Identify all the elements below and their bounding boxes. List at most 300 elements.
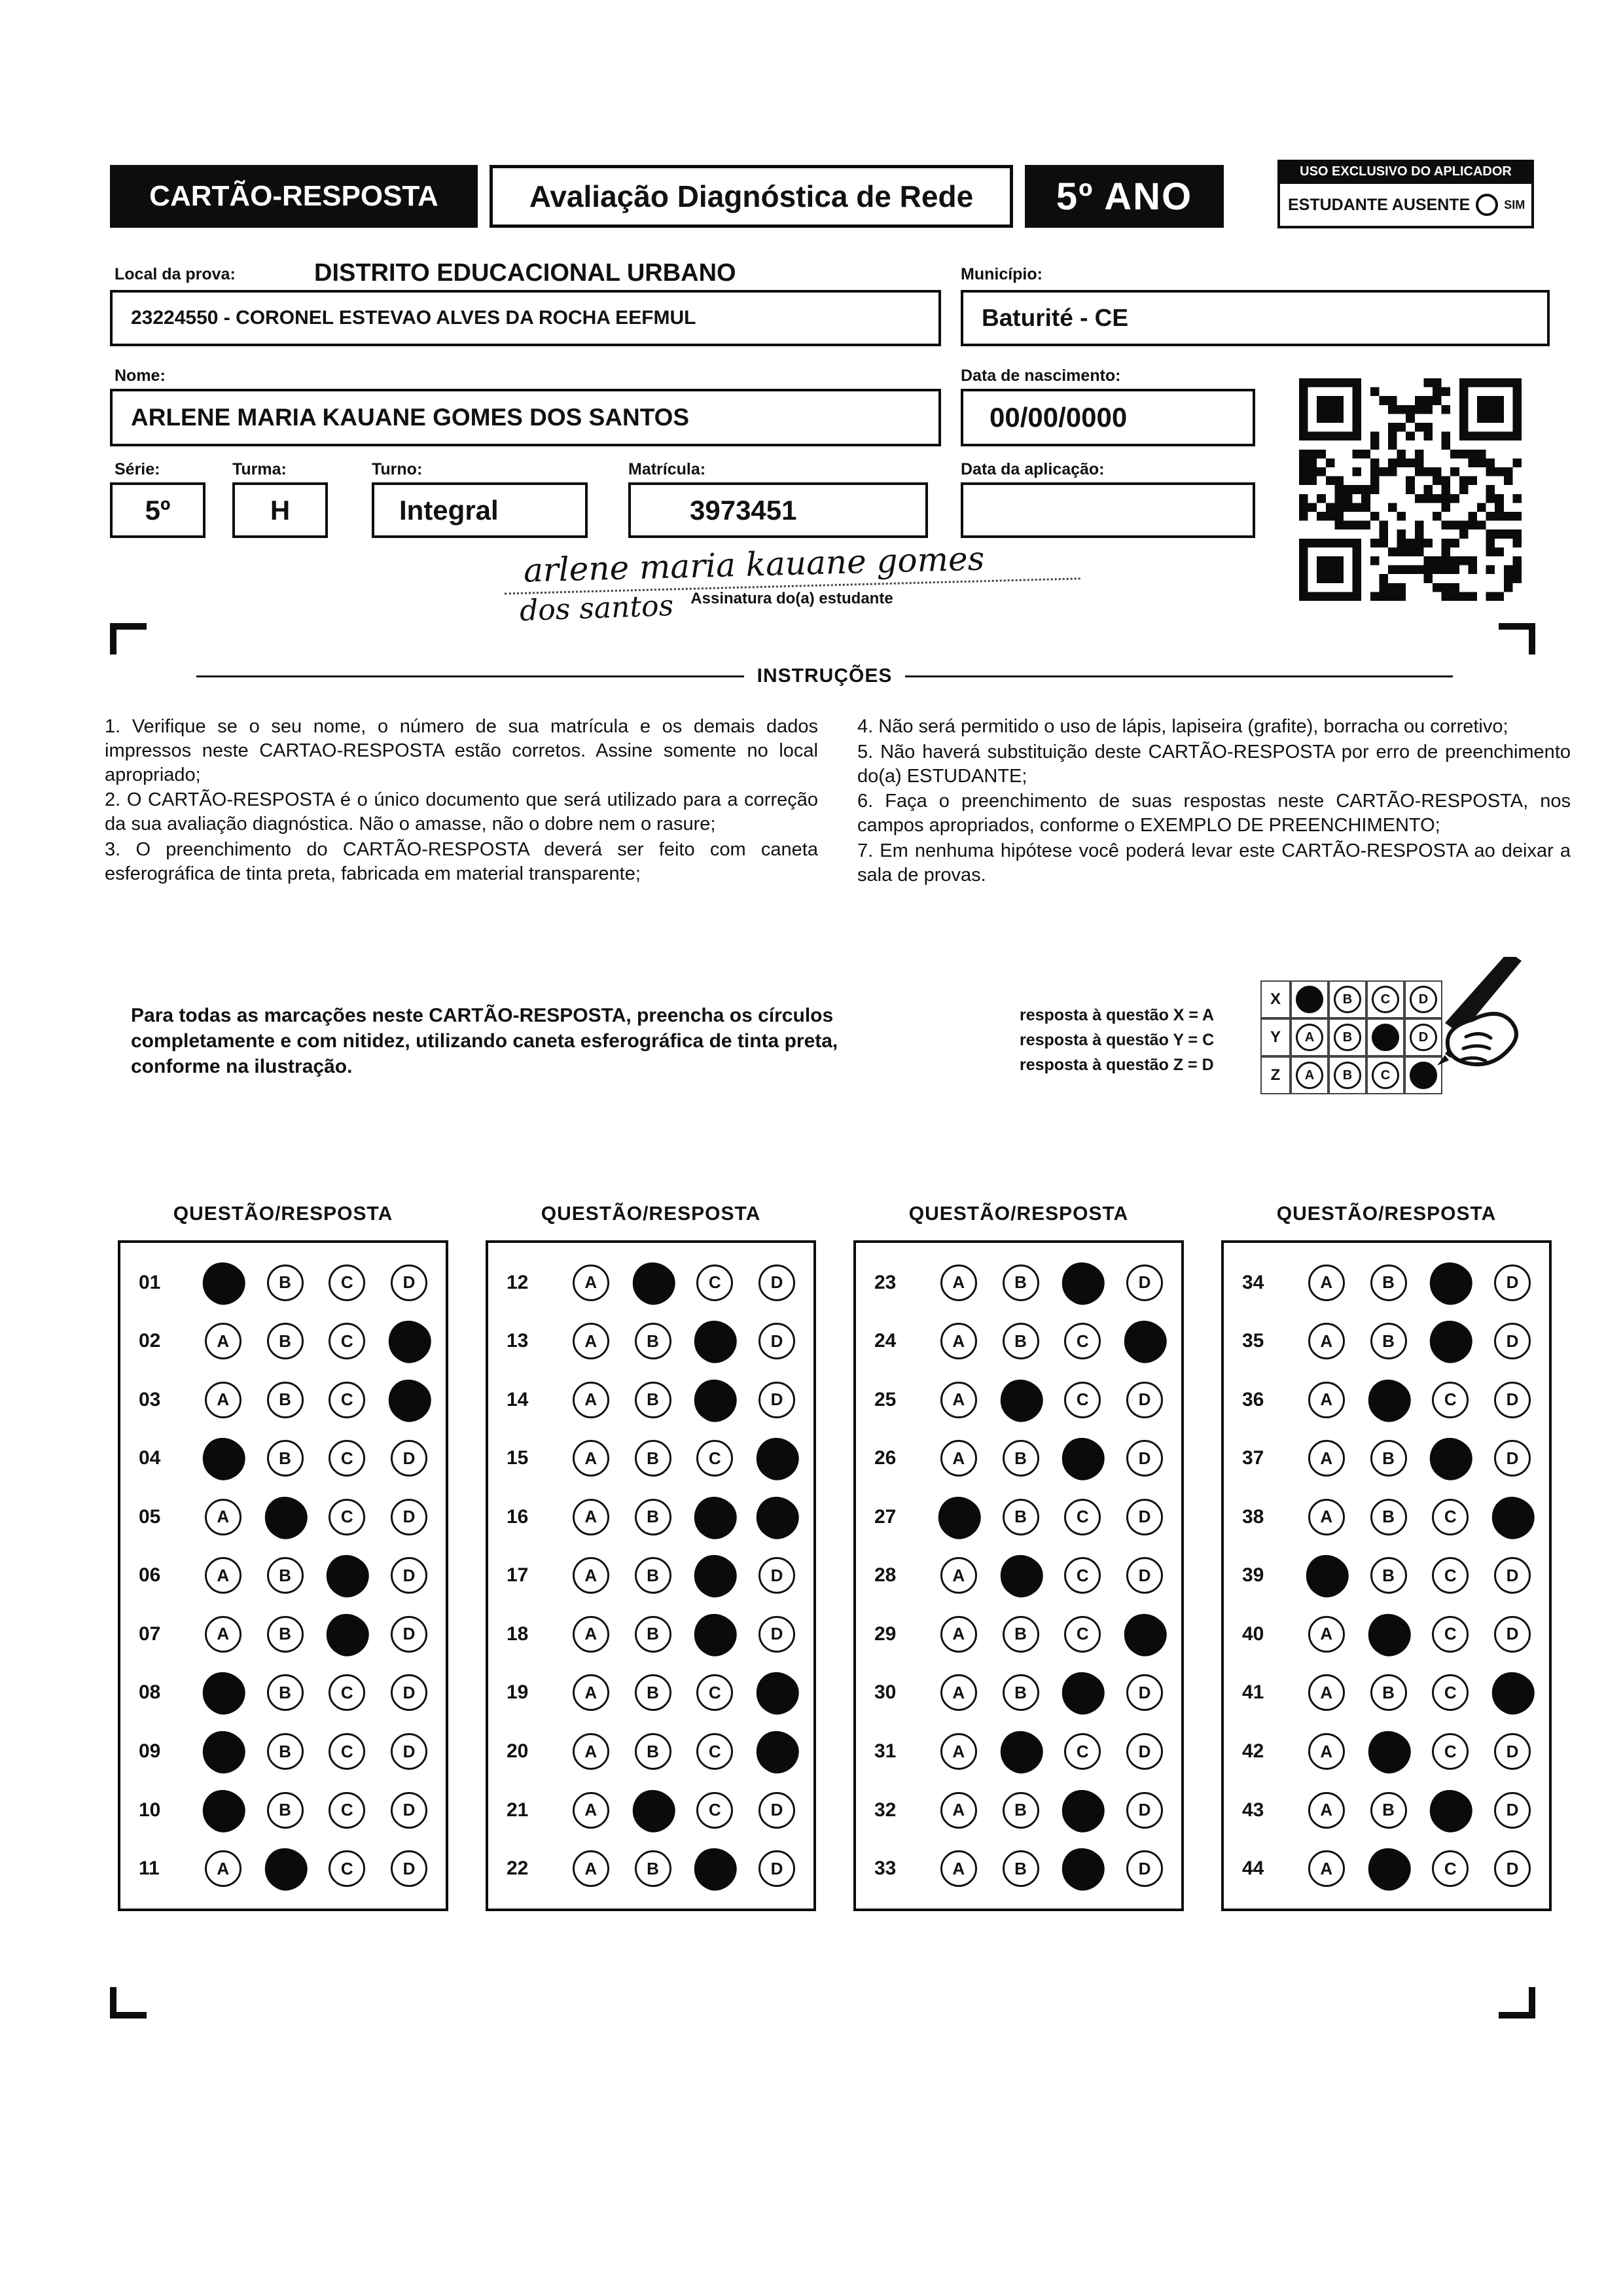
answer-bubble[interactable]: A <box>573 1382 609 1418</box>
answer-bubble[interactable]: B <box>635 1733 671 1770</box>
answer-bubble[interactable]: B <box>267 1323 304 1359</box>
answer-bubble[interactable]: C <box>1432 1499 1469 1535</box>
answer-bubble[interactable]: A <box>573 1733 609 1770</box>
applicator-box <box>1277 160 1534 228</box>
answer-bubble[interactable]: D <box>758 1792 795 1829</box>
answer-bubble[interactable]: B <box>1003 1850 1039 1887</box>
question-number: 07 <box>139 1623 161 1645</box>
question-row <box>507 1616 795 1653</box>
answer-bubble[interactable]: A <box>573 1616 609 1653</box>
answer-bubble-marked[interactable] <box>1427 1786 1474 1834</box>
answer-bubble[interactable]: A <box>205 1499 241 1535</box>
answer-bubble[interactable]: B <box>267 1674 304 1711</box>
example-legend <box>1020 1003 1214 1077</box>
answer-bubble[interactable]: D <box>1494 1557 1531 1594</box>
answer-bubble[interactable]: A <box>1308 1382 1345 1418</box>
answer-bubble[interactable]: B <box>267 1557 304 1594</box>
answer-bubble[interactable]: B <box>1003 1674 1039 1711</box>
answer-bubble[interactable]: C <box>696 1792 733 1829</box>
example-cell <box>1329 1056 1366 1094</box>
example-bubble: D <box>1410 986 1437 1013</box>
answer-bubble-marked[interactable] <box>753 1494 801 1541</box>
corner-mark-bottom-left <box>110 1987 147 2018</box>
instruction-item: 2. O CARTÃO-RESPOSTA é o único documento que será utilizado para a correção da sua avaliação diagnóstica. Não o amasse, não o dobre nem o rasure; <box>105 789 818 835</box>
municipio-value: Baturité - CE <box>982 304 1129 331</box>
serie-value: 5º <box>145 494 171 526</box>
question-number: 04 <box>139 1447 161 1469</box>
question-row <box>139 1792 427 1829</box>
school-value: 23224550 - CORONEL ESTEVAO ALVES DA ROCHA EEFMUL <box>131 307 696 329</box>
turma-field <box>232 482 328 538</box>
answer-box-4 <box>1221 1240 1552 1911</box>
divider-line <box>905 675 1453 677</box>
answer-bubble-marked[interactable] <box>1427 1318 1474 1365</box>
answer-bubble[interactable]: C <box>1064 1323 1101 1359</box>
answer-bubble[interactable]: D <box>391 1850 427 1887</box>
instruction-item: 3. O preenchimento do CARTÃO-RESPOSTA deverá ser feito com caneta esferográfica de tinta preta, fabricada em material transparente; <box>105 839 818 884</box>
answer-bubble-marked[interactable] <box>1059 1786 1107 1834</box>
answer-bubble[interactable]: D <box>758 1850 795 1887</box>
answer-bubble[interactable]: A <box>573 1674 609 1711</box>
answer-bubble-marked[interactable] <box>753 1435 801 1482</box>
question-number: 08 <box>139 1681 161 1704</box>
answer-bubble[interactable]: B <box>1370 1674 1407 1711</box>
question-number: 19 <box>507 1681 529 1704</box>
question-number: 12 <box>507 1271 529 1293</box>
answers-header-3: QUESTÃO/RESPOSTA <box>908 1203 1129 1225</box>
answer-bubble-marked[interactable] <box>1489 1494 1537 1541</box>
answer-bubble[interactable]: A <box>1308 1265 1345 1301</box>
answer-bubble[interactable]: D <box>391 1792 427 1829</box>
answer-bubble[interactable]: D <box>1494 1792 1531 1829</box>
answer-bubble[interactable]: B <box>267 1382 304 1418</box>
answer-bubble[interactable]: B <box>635 1557 671 1594</box>
answer-bubble[interactable]: C <box>1432 1382 1469 1418</box>
answer-bubble[interactable]: D <box>1494 1265 1531 1301</box>
question-row <box>1242 1499 1531 1535</box>
example-bubble: B <box>1334 1024 1361 1051</box>
answer-bubble-marked[interactable] <box>1364 1845 1412 1893</box>
example-bubble: D <box>1410 1024 1437 1051</box>
answer-bubble[interactable]: A <box>573 1499 609 1535</box>
question-row <box>507 1382 795 1418</box>
answer-bubble[interactable]: A <box>573 1557 609 1594</box>
answer-bubble[interactable]: C <box>1064 1616 1101 1653</box>
answer-bubble[interactable]: C <box>696 1265 733 1301</box>
answer-bubble-marked[interactable] <box>753 1669 801 1717</box>
example-bubble: B <box>1334 986 1361 1013</box>
answer-bubble-marked[interactable] <box>691 1611 739 1659</box>
question-row <box>874 1440 1163 1477</box>
answer-bubble[interactable]: B <box>1370 1499 1407 1535</box>
answer-bubble[interactable]: D <box>1494 1733 1531 1770</box>
answer-bubble-marked[interactable] <box>935 1494 982 1541</box>
question-row <box>1242 1323 1531 1359</box>
question-number: 09 <box>139 1740 161 1763</box>
answer-bubble[interactable]: C <box>329 1382 365 1418</box>
question-number: 22 <box>507 1857 529 1880</box>
answer-bubble-marked[interactable] <box>199 1259 247 1306</box>
question-number: 14 <box>507 1388 529 1410</box>
answer-bubble-marked[interactable] <box>261 1845 309 1893</box>
question-row <box>874 1499 1163 1535</box>
answer-bubble-marked[interactable] <box>1059 1669 1107 1717</box>
question-row <box>139 1382 427 1418</box>
serie-label: Série: <box>115 460 160 478</box>
example-row-label: Z <box>1260 1056 1291 1094</box>
answers-header-4: QUESTÃO/RESPOSTA <box>1276 1203 1497 1225</box>
answer-bubble[interactable]: D <box>758 1265 795 1301</box>
answer-bubble-marked[interactable] <box>1489 1669 1537 1717</box>
question-row <box>507 1499 795 1535</box>
question-row <box>1242 1733 1531 1770</box>
answer-bubble-marked[interactable] <box>997 1728 1044 1776</box>
answer-bubble[interactable]: C <box>329 1850 365 1887</box>
answer-bubble[interactable]: A <box>1308 1616 1345 1653</box>
answer-bubble[interactable]: D <box>391 1440 427 1477</box>
answer-bubble[interactable]: A <box>205 1382 241 1418</box>
question-row <box>874 1382 1163 1418</box>
answers-header-2: QUESTÃO/RESPOSTA <box>541 1203 761 1225</box>
answer-bubble-marked[interactable] <box>1364 1728 1412 1776</box>
question-number: 30 <box>874 1681 897 1704</box>
answer-bubble[interactable]: B <box>267 1733 304 1770</box>
answer-bubble[interactable]: D <box>1494 1616 1531 1653</box>
answer-bubble-marked[interactable] <box>1364 1376 1412 1424</box>
answer-bubble[interactable]: A <box>1308 1850 1345 1887</box>
answer-bubble-marked[interactable] <box>323 1611 371 1659</box>
answer-bubble[interactable]: B <box>267 1792 304 1829</box>
answer-bubble[interactable]: C <box>1064 1382 1101 1418</box>
answer-bubble[interactable]: A <box>573 1265 609 1301</box>
question-number: 02 <box>139 1330 161 1352</box>
answer-bubble[interactable]: B <box>1003 1499 1039 1535</box>
answer-bubble-marked[interactable] <box>691 1845 739 1893</box>
instructions-right <box>857 715 1571 889</box>
answer-bubble[interactable]: B <box>1003 1323 1039 1359</box>
question-number: 01 <box>139 1271 161 1293</box>
answer-bubble[interactable]: B <box>1003 1792 1039 1829</box>
question-number: 06 <box>139 1564 161 1587</box>
nascimento-label: Data de nascimento: <box>961 367 1121 385</box>
example-cell <box>1329 980 1366 1018</box>
turno-label: Turno: <box>372 460 423 478</box>
question-row <box>874 1674 1163 1711</box>
answer-bubble[interactable]: C <box>329 1792 365 1829</box>
answer-bubble[interactable]: C <box>329 1674 365 1711</box>
answer-bubble[interactable]: A <box>940 1382 977 1418</box>
answer-bubble[interactable]: B <box>1370 1792 1407 1829</box>
answer-bubble[interactable]: A <box>205 1850 241 1887</box>
answer-bubble[interactable]: D <box>1126 1850 1163 1887</box>
card-title: CARTÃO-RESPOSTA <box>110 165 478 228</box>
answer-bubble-marked[interactable] <box>629 1786 677 1834</box>
answer-bubble[interactable]: A <box>940 1323 977 1359</box>
answer-bubble-marked[interactable] <box>385 1318 433 1365</box>
answer-bubble[interactable]: A <box>940 1850 977 1887</box>
answer-bubble-marked[interactable] <box>1059 1259 1107 1306</box>
question-row <box>139 1674 427 1711</box>
aplicacao-field <box>961 482 1255 538</box>
answer-bubble[interactable]: D <box>1494 1440 1531 1477</box>
answer-bubble-marked[interactable] <box>385 1376 433 1424</box>
answer-bubble[interactable]: C <box>1432 1850 1469 1887</box>
instruction-item: 5. Não haverá substituição deste CARTÃO-RESPOSTA por erro de preenchimento do(a) ESTUDANTE; <box>857 741 1571 787</box>
answer-bubble[interactable]: C <box>329 1323 365 1359</box>
corner-mark-bottom-right <box>1499 1987 1535 2018</box>
answer-bubble[interactable]: D <box>391 1265 427 1301</box>
answer-bubble[interactable]: D <box>758 1323 795 1359</box>
answer-bubble[interactable]: C <box>329 1733 365 1770</box>
answer-bubble[interactable]: D <box>391 1557 427 1594</box>
answer-bubble[interactable]: A <box>573 1850 609 1887</box>
question-number: 33 <box>874 1857 897 1880</box>
turno-field <box>372 482 588 538</box>
question-number: 25 <box>874 1388 897 1410</box>
answer-bubble[interactable]: B <box>1003 1616 1039 1653</box>
answer-bubble[interactable]: A <box>940 1557 977 1594</box>
answer-bubble[interactable]: A <box>1308 1733 1345 1770</box>
answer-bubble-marked[interactable] <box>199 1435 247 1482</box>
answer-bubble-marked[interactable] <box>997 1376 1044 1424</box>
instruction-item: 7. Em nenhuma hipótese você poderá levar este CARTÃO-RESPOSTA ao deixar a sala de provas. <box>857 840 1571 886</box>
answer-bubble[interactable]: A <box>940 1792 977 1829</box>
question-number: 23 <box>874 1271 897 1293</box>
local-value: DISTRITO EDUCACIONAL URBANO <box>314 259 736 287</box>
divider-line <box>196 675 744 677</box>
example-bubble: C <box>1372 1062 1399 1089</box>
question-number: 40 <box>1242 1623 1264 1645</box>
answer-bubble[interactable]: C <box>696 1440 733 1477</box>
answer-bubble-marked[interactable] <box>691 1552 739 1600</box>
answer-bubble[interactable]: D <box>758 1382 795 1418</box>
answer-bubble[interactable]: B <box>635 1499 671 1535</box>
answer-bubble[interactable]: A <box>205 1323 241 1359</box>
matricula-label: Matrícula: <box>628 460 706 478</box>
answer-bubble[interactable]: A <box>573 1792 609 1829</box>
question-number: 42 <box>1242 1740 1264 1763</box>
answer-bubble[interactable]: A <box>940 1733 977 1770</box>
answer-bubble[interactable]: B <box>1370 1557 1407 1594</box>
answer-bubble[interactable]: B <box>635 1382 671 1418</box>
instructions-title: INSTRUÇÕES <box>757 665 893 687</box>
question-row <box>507 1323 795 1359</box>
turma-value: H <box>270 494 291 526</box>
question-number: 39 <box>1242 1564 1264 1587</box>
nome-value: ARLENE MARIA KAUANE GOMES DOS SANTOS <box>131 404 690 431</box>
answer-bubble[interactable]: A <box>940 1440 977 1477</box>
answer-bubble[interactable]: C <box>329 1499 365 1535</box>
question-number: 36 <box>1242 1388 1264 1410</box>
question-number: 32 <box>874 1799 897 1821</box>
answer-bubble[interactable]: C <box>1432 1733 1469 1770</box>
answer-bubble[interactable]: C <box>1432 1674 1469 1711</box>
answer-bubble[interactable]: D <box>391 1616 427 1653</box>
answer-bubble[interactable]: B <box>635 1323 671 1359</box>
answer-bubble[interactable]: D <box>1126 1265 1163 1301</box>
answer-bubble[interactable]: D <box>1494 1850 1531 1887</box>
question-row <box>874 1265 1163 1301</box>
question-row <box>874 1616 1163 1653</box>
question-row <box>507 1440 795 1477</box>
answer-bubble-marked[interactable] <box>1364 1611 1412 1659</box>
answer-bubble[interactable]: B <box>635 1440 671 1477</box>
answer-bubble-marked[interactable] <box>1121 1318 1169 1365</box>
answer-bubble-marked[interactable] <box>753 1728 801 1776</box>
question-number: 38 <box>1242 1505 1264 1528</box>
answer-bubble-marked[interactable] <box>691 1376 739 1424</box>
answer-bubble[interactable]: D <box>391 1733 427 1770</box>
answer-box-3 <box>853 1240 1184 1911</box>
matricula-value: 3973451 <box>690 494 797 526</box>
answer-bubble[interactable]: B <box>1003 1265 1039 1301</box>
answer-bubble-marked[interactable] <box>1427 1259 1474 1306</box>
answer-bubble[interactable]: B <box>267 1440 304 1477</box>
answer-bubble[interactable]: B <box>267 1265 304 1301</box>
answer-bubble-marked[interactable] <box>1302 1552 1350 1600</box>
question-row <box>1242 1382 1531 1418</box>
question-row <box>507 1733 795 1770</box>
question-number: 11 <box>139 1857 160 1880</box>
example-cell <box>1291 1018 1329 1056</box>
question-row <box>139 1557 427 1594</box>
answer-bubble-marked[interactable] <box>1427 1435 1474 1482</box>
student-signature-line2: dos santos <box>519 588 674 628</box>
answer-bubble[interactable]: A <box>205 1557 241 1594</box>
answer-bubble-marked[interactable] <box>691 1494 739 1541</box>
answer-bubble[interactable]: D <box>1126 1792 1163 1829</box>
question-number: 13 <box>507 1330 529 1352</box>
answers-header-1: QUESTÃO/RESPOSTA <box>173 1203 393 1225</box>
answer-bubble[interactable]: A <box>1308 1440 1345 1477</box>
answer-bubble[interactable]: C <box>1432 1557 1469 1594</box>
answer-bubble[interactable]: A <box>205 1616 241 1653</box>
legend-line: resposta à questão Z = D <box>1020 1056 1214 1074</box>
answer-bubble[interactable]: D <box>1126 1733 1163 1770</box>
legend-line: resposta à questão X = A <box>1020 1006 1215 1024</box>
turno-value: Integral <box>399 494 499 526</box>
answer-bubble[interactable]: D <box>1494 1382 1531 1418</box>
signature-block <box>504 539 1080 628</box>
answer-bubble[interactable]: A <box>1308 1499 1345 1535</box>
answer-bubble[interactable]: B <box>635 1850 671 1887</box>
answer-bubble-marked[interactable] <box>199 1669 247 1717</box>
answer-bubble[interactable]: D <box>1494 1323 1531 1359</box>
question-row <box>1242 1792 1531 1829</box>
answer-bubble[interactable]: D <box>1126 1382 1163 1418</box>
answer-bubble[interactable]: B <box>635 1674 671 1711</box>
absent-checkbox[interactable] <box>1476 194 1498 216</box>
question-number: 20 <box>507 1740 529 1763</box>
question-number: 35 <box>1242 1330 1264 1352</box>
municipio-label: Município: <box>961 265 1043 283</box>
question-row <box>874 1557 1163 1594</box>
question-number: 28 <box>874 1564 897 1587</box>
absent-option-label: SIM <box>1504 198 1525 211</box>
answer-bubble[interactable]: D <box>391 1499 427 1535</box>
aplicacao-label: Data da aplicação: <box>961 460 1105 478</box>
answer-bubble[interactable]: B <box>1370 1265 1407 1301</box>
answer-bubble[interactable]: C <box>1064 1557 1101 1594</box>
answer-bubble[interactable]: C <box>1064 1499 1101 1535</box>
example-bubble: B <box>1334 1062 1361 1089</box>
answer-bubble[interactable]: D <box>1126 1499 1163 1535</box>
answer-bubble[interactable]: C <box>696 1674 733 1711</box>
answer-bubble[interactable]: D <box>758 1616 795 1653</box>
hand-with-pen-icon <box>1374 957 1531 1114</box>
answer-bubble-marked[interactable] <box>1121 1611 1169 1659</box>
answer-bubble[interactable]: A <box>573 1440 609 1477</box>
answer-bubble-marked[interactable] <box>199 1786 247 1834</box>
question-row <box>1242 1265 1531 1301</box>
example-bubble: A <box>1296 1024 1323 1051</box>
answer-bubble-marked[interactable] <box>1059 1435 1107 1482</box>
grade-badge: 5º ANO <box>1025 165 1224 228</box>
answer-bubble[interactable]: B <box>1370 1440 1407 1477</box>
question-number: 05 <box>139 1505 161 1528</box>
question-number: 31 <box>874 1740 897 1763</box>
answer-bubble[interactable]: D <box>391 1674 427 1711</box>
question-row <box>139 1499 427 1535</box>
answer-bubble[interactable]: A <box>1308 1323 1345 1359</box>
answer-bubble-marked[interactable] <box>199 1728 247 1776</box>
question-number: 27 <box>874 1505 897 1528</box>
answer-bubble[interactable]: D <box>1126 1440 1163 1477</box>
question-row <box>139 1265 427 1301</box>
question-number: 15 <box>507 1447 529 1469</box>
answer-bubble[interactable]: A <box>1308 1674 1345 1711</box>
question-number: 29 <box>874 1623 897 1645</box>
question-number: 21 <box>507 1799 529 1821</box>
answer-bubble[interactable]: C <box>696 1733 733 1770</box>
question-number: 41 <box>1242 1681 1264 1704</box>
answer-bubble[interactable]: B <box>1370 1323 1407 1359</box>
nome-field <box>110 389 941 446</box>
question-row <box>874 1850 1163 1887</box>
answer-bubble[interactable]: D <box>758 1557 795 1594</box>
answer-bubble[interactable]: A <box>940 1265 977 1301</box>
answer-bubble[interactable]: A <box>940 1616 977 1653</box>
answer-bubble[interactable]: A <box>573 1323 609 1359</box>
answer-bubble[interactable]: B <box>1003 1440 1039 1477</box>
answer-bubble-marked[interactable] <box>323 1552 371 1600</box>
question-row <box>507 1265 795 1301</box>
question-number: 16 <box>507 1505 529 1528</box>
instructions-header <box>196 665 1453 687</box>
answer-bubble-marked[interactable] <box>629 1259 677 1306</box>
answer-bubble-marked[interactable] <box>997 1552 1044 1600</box>
answer-bubble[interactable]: B <box>635 1616 671 1653</box>
answer-bubble[interactable]: D <box>1126 1674 1163 1711</box>
nascimento-field <box>961 389 1255 446</box>
answer-bubble[interactable]: A <box>1308 1792 1345 1829</box>
answer-bubble[interactable]: B <box>267 1616 304 1653</box>
student-signature: arlene maria kauane gomes <box>503 537 1080 594</box>
answer-bubble[interactable]: C <box>329 1440 365 1477</box>
answer-bubble-marked[interactable] <box>261 1494 309 1541</box>
instructions-left <box>105 715 818 888</box>
answer-bubble[interactable]: C <box>329 1265 365 1301</box>
answer-bubble-marked[interactable] <box>691 1318 739 1365</box>
question-row <box>874 1323 1163 1359</box>
example-bubble: C <box>1372 986 1399 1013</box>
answer-bubble[interactable]: D <box>1126 1557 1163 1594</box>
answer-bubble[interactable]: C <box>1064 1733 1101 1770</box>
answer-bubble[interactable]: A <box>940 1674 977 1711</box>
answer-bubble-marked[interactable] <box>1059 1845 1107 1893</box>
qr-code <box>1299 378 1522 601</box>
answer-bubble[interactable]: C <box>1432 1616 1469 1653</box>
